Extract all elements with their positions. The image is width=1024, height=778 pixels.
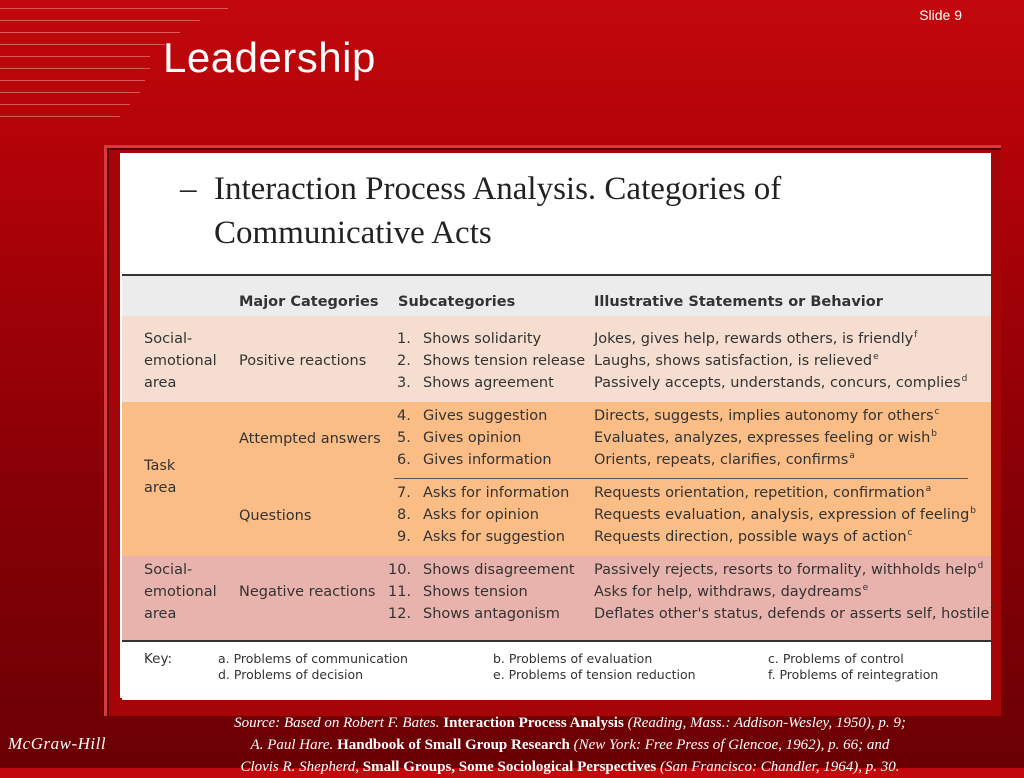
key-item: e. Problems of tension reduction [493, 667, 696, 682]
subcategory: Shows antagonism [423, 606, 560, 622]
footnote-marker: b [931, 429, 937, 439]
footnote-marker: e [873, 352, 879, 362]
statement [594, 507, 976, 523]
key-item: f. Problems of reintegration [768, 667, 939, 682]
subcategory: Asks for opinion [423, 507, 539, 523]
footnote-marker: f [914, 330, 918, 340]
slide-number: Slide 9 [919, 7, 962, 23]
area-label: area [144, 480, 177, 496]
footnote-marker: b [970, 506, 976, 516]
source-text: Clovis R. Shepherd, [240, 759, 360, 775]
major-category: Questions [239, 508, 312, 524]
row-number: 4. [397, 408, 411, 424]
major-category: Positive reactions [239, 353, 367, 369]
categories-table [122, 274, 994, 698]
row-number: 9. [397, 529, 411, 545]
footnote-marker: d [961, 374, 968, 384]
statement-text: Requests direction, possible ways of action [594, 529, 907, 545]
area-label: area [144, 606, 177, 622]
subcategory: Shows tension [423, 584, 528, 600]
statement-text: Passively rejects, resorts to formality, withholds help [594, 562, 977, 578]
source-book-title: Small Groups, Some Sociological Perspectives [362, 759, 657, 775]
subcategory: Gives suggestion [423, 408, 548, 424]
source-text: Source: Based on Robert F. Bates. [234, 715, 440, 731]
footnote-marker: c [907, 528, 913, 538]
footnote-marker: d [977, 561, 984, 571]
statement [594, 485, 931, 501]
statement-text: Requests orientation, repetition, confirmation [594, 485, 925, 501]
subcategory: Shows tension release [423, 353, 586, 369]
subcategory: Gives information [423, 452, 552, 468]
row-number: 11. [388, 584, 412, 600]
area-label: area [144, 375, 177, 391]
statement [594, 353, 879, 369]
row-number: 5. [397, 430, 411, 446]
source-text: A. Paul Hare. [250, 737, 334, 753]
subcategory: Shows disagreement [423, 562, 575, 578]
subcategory: Gives opinion [423, 430, 522, 446]
header-statement: Illustrative Statements or Behavior [594, 294, 883, 310]
statement [594, 606, 994, 622]
row-number: 1. [397, 331, 411, 347]
footnote-marker: a [925, 484, 932, 494]
subcategory: Asks for suggestion [423, 529, 565, 545]
row-number: 7. [397, 485, 411, 501]
statement-text: Jokes, gives help, rewards others, is friendly [594, 331, 914, 347]
subcategory: Shows agreement [423, 375, 554, 391]
statement [594, 584, 868, 600]
footnote-marker: c [934, 407, 940, 417]
statement-text: Evaluates, analyzes, expresses feeling or wish [594, 430, 931, 446]
footnote-marker: e [862, 583, 869, 593]
source-citation [120, 712, 1020, 778]
subcategory: Shows solidarity [423, 331, 542, 347]
task-divider-line [394, 478, 968, 479]
key-label: Key: [144, 651, 173, 667]
source-book-title: Interaction Process Analysis [443, 715, 624, 731]
row-number: 6. [397, 452, 411, 468]
area-label: emotional [144, 584, 217, 600]
key-item: a. Problems of communication [218, 651, 408, 666]
row-number: 3. [397, 375, 411, 391]
row-number: 2. [397, 353, 411, 369]
footnote-marker: a [849, 451, 855, 461]
statement [594, 430, 937, 446]
area-label: Social- [144, 562, 193, 578]
subcategory: Asks for information [423, 485, 570, 501]
major-category: Attempted answers [239, 431, 381, 447]
publisher-brand: McGraw-Hill [8, 734, 107, 753]
row-number: 12. [388, 606, 412, 622]
key-item: c. Problems of control [768, 651, 904, 666]
statement-text: Directs, suggests, implies autonomy for others [594, 408, 934, 424]
header-major: Major Categories [239, 294, 379, 310]
statement [594, 452, 855, 468]
statement [594, 408, 939, 424]
source-text: (Reading, Mass.: Addison-Wesley, 1950), p. 9; [627, 715, 906, 731]
slide-title: Leadership [163, 34, 376, 81]
statement-text: Requests evaluation, analysis, expression of feeling [594, 507, 970, 523]
header-sub: Subcategories [398, 294, 516, 310]
key-item: d. Problems of decision [218, 667, 364, 682]
statement-text: Deflates other's status, defends or asserts self, hostile [594, 606, 990, 622]
statement-text: Orients, repeats, clarifies, confirms [594, 452, 849, 468]
statement-text: Passively accepts, understands, concurs, complies [594, 375, 961, 391]
footnote-marker: f [990, 605, 994, 615]
subheading-dash: – [180, 171, 197, 207]
area-label: Social- [144, 331, 193, 347]
statement [594, 331, 917, 347]
source-book-title: Handbook of Small Group Research [337, 737, 570, 753]
key-item: b. Problems of evaluation [493, 651, 653, 666]
statement [594, 562, 983, 578]
major-category: Negative reactions [239, 584, 376, 600]
statement-text: Laughs, shows satisfaction, is relieved [594, 353, 873, 369]
area-label: Task [144, 458, 176, 474]
row-number: 10. [388, 562, 412, 578]
subheading-text: Interaction Process Analysis. Categories of Communicative Acts [214, 171, 782, 251]
statement-text: Asks for help, withdraws, daydreams [594, 584, 862, 600]
statement [594, 375, 967, 391]
area-label: emotional [144, 353, 217, 369]
statement [594, 529, 912, 545]
source-text: (San Francisco: Chandler, 1964), p. 30. [659, 759, 900, 775]
source-text: (New York: Free Press of Glencoe, 1962), p. 66; and [573, 737, 890, 753]
row-number: 8. [397, 507, 411, 523]
